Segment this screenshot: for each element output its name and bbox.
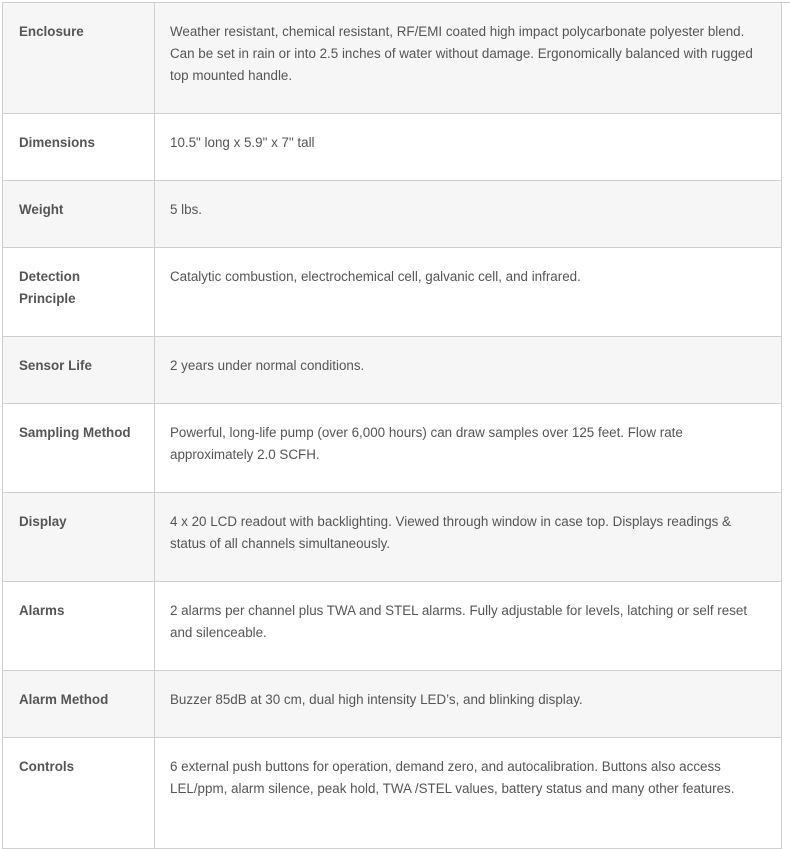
spec-row-enclosure	[3, 3, 782, 114]
spec-label: Alarms	[19, 603, 65, 618]
spec-value-cell	[155, 738, 782, 849]
spec-label-cell	[3, 671, 155, 738]
spec-value: 2 years under normal conditions.	[170, 358, 365, 373]
spec-value-cell	[155, 181, 782, 248]
spec-row-sensor-life	[3, 337, 782, 404]
spec-label: Detection Principle	[19, 269, 81, 306]
spec-value: 6 external push buttons for operation, demand zero, and autocalibration. Buttons also access LEL/ppm, alarm silence, peak hold, TWA /STEL values, battery status and many other features.	[170, 759, 735, 796]
specifications-table	[2, 2, 782, 849]
spec-row-detection-principle	[3, 248, 782, 337]
spec-value-cell	[155, 404, 782, 493]
spec-row-alarm-method	[3, 671, 782, 738]
spec-label: Sensor Life	[19, 358, 92, 373]
spec-value: Weather resistant, chemical resistant, RF/EMI coated high impact polycarbonate polyester blend. Can be set in rain or into 2.5 inches of water without damage. Ergonomically balanced with rugged top mounted handle.	[170, 24, 753, 83]
spec-row-dimensions	[3, 114, 782, 181]
spec-value: Buzzer 85dB at 30 cm, dual high intensity LED’s, and blinking display.	[170, 692, 583, 707]
spec-row-alarms	[3, 582, 782, 671]
spec-value: 10.5" long x 5.9" x 7" tall	[170, 135, 315, 150]
spec-label: Display	[19, 514, 67, 529]
spec-label-cell	[3, 114, 155, 181]
spec-label: Alarm Method	[19, 692, 109, 707]
spec-label: Sampling Method	[19, 425, 131, 440]
spec-row-display	[3, 493, 782, 582]
spec-row-weight	[3, 181, 782, 248]
spec-label: Enclosure	[19, 24, 84, 39]
spec-label-cell	[3, 738, 155, 849]
spec-value-cell	[155, 337, 782, 404]
spec-label-cell	[3, 337, 155, 404]
top-border-extension	[782, 2, 790, 3]
spec-value-cell	[155, 248, 782, 337]
spec-label: Dimensions	[19, 135, 95, 150]
spec-row-controls	[3, 738, 782, 849]
spec-value-cell	[155, 671, 782, 738]
spec-value-cell	[155, 493, 782, 582]
spec-label-cell	[3, 493, 155, 582]
spec-label: Weight	[19, 202, 64, 217]
spec-row-sampling-method	[3, 404, 782, 493]
spec-value: 2 alarms per channel plus TWA and STEL alarms. Fully adjustable for levels, latching or self reset and silenceable.	[170, 603, 748, 640]
spec-label-cell	[3, 181, 155, 248]
spec-value-cell	[155, 3, 782, 114]
spec-value: 5 lbs.	[170, 202, 203, 217]
spec-value: 4 x 20 LCD readout with backlighting. Viewed through window in case top. Displays readings & status of all channels simultaneously.	[170, 514, 731, 551]
spec-label-cell	[3, 3, 155, 114]
spec-label: Controls	[19, 759, 75, 774]
spec-value: Catalytic combustion, electrochemical cell, galvanic cell, and infrared.	[170, 269, 581, 284]
spec-value-cell	[155, 582, 782, 671]
spec-value: Powerful, long-life pump (over 6,000 hours) can draw samples over 125 feet. Flow rate approximately 2.0 SCFH.	[170, 425, 683, 462]
spec-value-cell	[155, 114, 782, 181]
spec-label-cell	[3, 582, 155, 671]
spec-label-cell	[3, 248, 155, 337]
spec-label-cell	[3, 404, 155, 493]
